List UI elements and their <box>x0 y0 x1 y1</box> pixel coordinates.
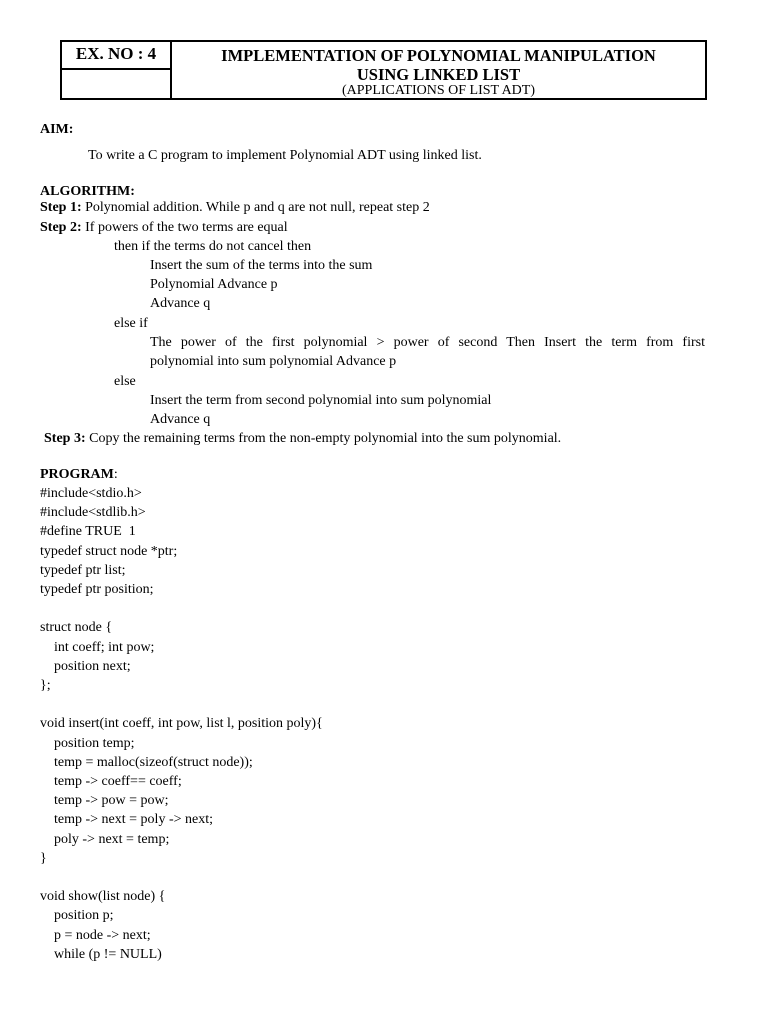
code-line: #include<stdio.h> <box>40 486 142 501</box>
step-3-label: Step 3: <box>44 431 86 446</box>
code-line: position p; <box>40 908 114 924</box>
code-line: struct node { <box>40 620 113 636</box>
algorithm-line: Advance q <box>150 296 211 311</box>
algorithm-line: then if the terms do not cancel then <box>114 239 312 254</box>
code-line: void show(list node) { <box>40 889 166 905</box>
algorithm-line: Insert the sum of the terms into the sum <box>150 258 373 273</box>
step-2-label: Step 2: <box>40 220 82 235</box>
aim-heading: AIM: <box>40 122 74 137</box>
algorithm-line: else <box>114 374 136 389</box>
algorithm-line: Advance q <box>150 412 211 427</box>
code-line: }; <box>40 678 51 693</box>
algorithm-line: polynomial into sum polynomial Advance p <box>150 354 397 369</box>
code-line: void insert(int coeff, int pow, list l, position poly){ <box>40 716 323 732</box>
page-subtitle: (APPLICATIONS OF LIST ADT) <box>341 83 536 98</box>
code-line: position next; <box>40 658 131 674</box>
program-heading-label: PROGRAM <box>40 467 114 482</box>
code-line: temp = malloc(sizeof(struct node)); <box>40 754 253 770</box>
step-3-text: Copy the remaining terms from the non-empty polynomial into the sum polynomial. <box>85 431 562 446</box>
page-title <box>172 46 705 84</box>
step-2 <box>40 218 288 237</box>
code-line: int coeff; int pow; <box>40 639 155 655</box>
code-line: typedef ptr position; <box>40 582 154 597</box>
algorithm-line: Insert the term from second polynomial into sum polynomial <box>150 393 492 408</box>
exercise-number: EX. NO : 4 <box>75 44 157 63</box>
code-line: position temp; <box>40 735 135 751</box>
code-line: temp -> coeff== coeff; <box>40 774 182 789</box>
code-line: p = node -> next; <box>40 927 151 943</box>
step-3 <box>44 429 561 448</box>
header-box <box>60 40 707 100</box>
code-line: typedef ptr list; <box>40 562 126 578</box>
code-line: temp -> next = poly -> next; <box>40 812 213 828</box>
title-line-2: USING LINKED LIST <box>356 65 521 84</box>
code-line: #include<stdlib.h> <box>40 505 146 521</box>
code-line: temp -> pow = pow; <box>40 793 169 809</box>
algorithm-line: The power of the first polynomial > power of second Then Insert the term from first <box>150 335 705 350</box>
step-1-label: Step 1: <box>40 200 82 215</box>
code-line: #define TRUE 1 <box>40 524 136 540</box>
step-1-text: Polynomial addition. While p and q are not null, repeat step 2 <box>81 200 430 215</box>
program-heading-colon: : <box>113 467 118 482</box>
code-line: poly -> next = temp; <box>40 831 170 847</box>
code-line: while (p != NULL) <box>40 946 162 962</box>
header-divider-horizontal <box>62 68 170 70</box>
code-line: } <box>40 850 47 866</box>
aim-text: To write a C program to implement Polynomial ADT using linked list. <box>88 148 482 163</box>
algorithm-heading: ALGORITHM: <box>40 184 135 199</box>
title-line-1: IMPLEMENTATION OF POLYNOMIAL MANIPULATION <box>221 46 656 65</box>
code-line: typedef struct node *ptr; <box>40 543 178 559</box>
step-1 <box>40 198 430 217</box>
algorithm-line: else if <box>114 316 148 331</box>
algorithm-line: Polynomial Advance p <box>150 277 278 292</box>
step-2-text: If powers of the two terms are equal <box>81 220 288 235</box>
program-heading <box>40 465 118 484</box>
